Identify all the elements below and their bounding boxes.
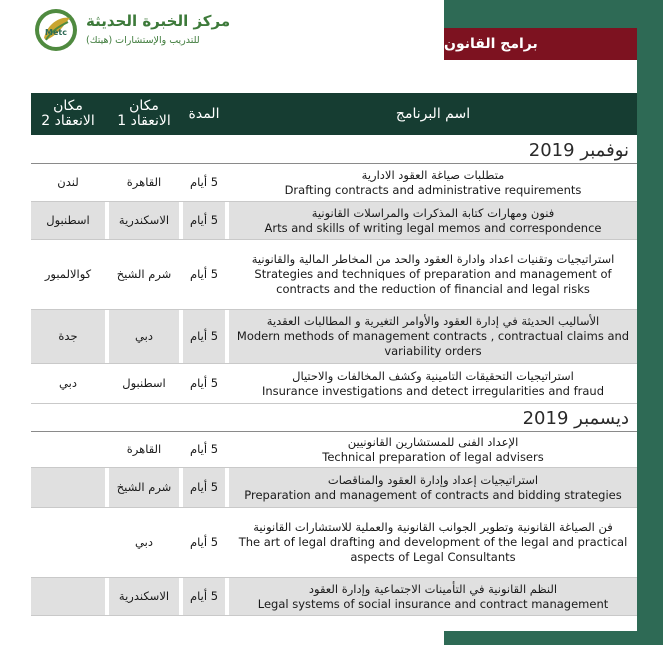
duration-cell: 5 أيام [183, 310, 225, 363]
program-title-ar: الأساليب الحديثة في إدارة العقود والأوامر التغيرية و المطالبات العقدية [266, 314, 600, 328]
table-row [31, 578, 637, 616]
month-heading [31, 405, 637, 432]
duration-cell: 5 أيام [190, 267, 219, 281]
program-cell [229, 578, 637, 615]
venue1-cell: الاسكندرية [109, 202, 179, 239]
program-title-en: Arts and skills of writing legal memos and correspondence [264, 220, 602, 235]
program-title-ar: فن الصياغة القانونية وتطوير الجوانب القانونية والعملية للاستشارات القانونية [253, 520, 613, 534]
program-title-ar: استراتيجيات إعداد وإدارة العقود والمناقصات [327, 472, 539, 487]
table-row [31, 164, 637, 202]
duration-cell: 5 أيام [183, 578, 225, 615]
program-title-ar: استراتيجيات وتقنيات اعداد وادارة العقود والحد من المخاطر المالية والقانونية [251, 252, 615, 266]
duration-cell: 5 أيام [183, 202, 225, 239]
venue1-cell: شرم الشيخ [116, 267, 172, 281]
duration-cell: 5 أيام [190, 442, 219, 456]
venue1-cell: القاهرة [126, 175, 162, 189]
program-cell [229, 364, 637, 403]
company-logo [34, 8, 244, 58]
venue1-cell: الاسكندرية [109, 578, 179, 615]
table-row [31, 202, 637, 240]
table-row [31, 468, 637, 508]
venue2-cell: دبي [59, 376, 77, 390]
month-label: نوفمبر 2019 [528, 140, 629, 161]
program-title-ar: النظم القانونية في التأمينات الاجتماعية وإدارة العقود [308, 581, 558, 596]
leaf-emblem-icon [34, 8, 78, 52]
duration-cell: 5 أيام [183, 468, 225, 507]
program-title-ar: استراتيجيات التحقيقات التامينية وكشف المخالفات والاحتيال [292, 368, 574, 383]
venue2-cell: لندن [57, 175, 79, 189]
logo-title: مركز الخبرة الحديثة [86, 12, 231, 30]
venue1-cell: شرم الشيخ [109, 468, 179, 507]
table-row [31, 364, 637, 404]
section-banner: برامج القانون [444, 28, 637, 60]
program-title-en: The art of legal drafting and development of the legal and practical aspects of Legal Consultants [238, 535, 628, 564]
program-title-en: Legal systems of social insurance and contract management [257, 596, 609, 611]
program-title-en: Modern methods of management contracts , contractual claims and variability orders [236, 329, 630, 358]
duration-cell: 5 أيام [190, 376, 219, 390]
venue2-cell: اسطنبول [31, 202, 105, 239]
duration-cell: 5 أيام [190, 175, 219, 189]
program-title-ar: الإعداد الفنى للمستشارين القانونيين [347, 434, 519, 449]
program-cell [229, 468, 637, 507]
logo-badge-text: Metc [45, 28, 67, 37]
venue1-cell: دبي [109, 310, 179, 363]
program-cell [229, 432, 637, 467]
venue2-cell [31, 578, 105, 615]
program-title-ar: فنون ومهارات كتابة المذكرات والمراسلات القانونية [311, 205, 555, 220]
program-title-ar: متطلبات صياغة العقود الادارية [361, 167, 505, 182]
program-cell [229, 240, 637, 309]
program-cell [229, 202, 637, 239]
venue2-cell [31, 508, 105, 577]
month-heading [31, 137, 637, 164]
venue1-cell: اسطنبول [122, 376, 166, 390]
program-title-en: Drafting contracts and administrative requirements [284, 182, 582, 197]
table-row [31, 310, 637, 364]
column-header-duration: المدة [188, 105, 220, 122]
venue2-cell [31, 468, 105, 507]
program-title-en: Preparation and management of contracts and bidding strategies [244, 487, 622, 502]
venue2-cell: كوالالمبور [44, 267, 92, 281]
column-header-venue2: مكان الانعقاد 2 [41, 98, 95, 129]
venue2-cell [31, 432, 105, 467]
venue1-cell: دبي [135, 535, 153, 549]
program-cell [229, 310, 637, 363]
duration-cell: 5 أيام [190, 535, 219, 549]
table-row [31, 508, 637, 578]
logo-subtitle: للتدريب والإستشارات (هيتك) [86, 35, 200, 46]
table-header [31, 93, 637, 135]
program-title-en: Strategies and techniques of preparation and management of contracts and the reduction of financial and legal risks [254, 267, 612, 296]
venue2-cell: جدة [31, 310, 105, 363]
program-title-en: Insurance investigations and detect irregularities and fraud [261, 383, 605, 398]
program-title-en: Technical preparation of legal advisers [322, 449, 544, 464]
venue1-cell: القاهرة [126, 442, 162, 456]
program-cell [229, 164, 637, 201]
column-header-venue1: مكان الانعقاد 1 [117, 98, 171, 129]
table-row [31, 432, 637, 468]
column-header-program: اسم البرنامج [395, 105, 471, 122]
program-cell [229, 508, 637, 577]
table-row [31, 240, 637, 310]
month-label: ديسمبر 2019 [522, 408, 629, 429]
